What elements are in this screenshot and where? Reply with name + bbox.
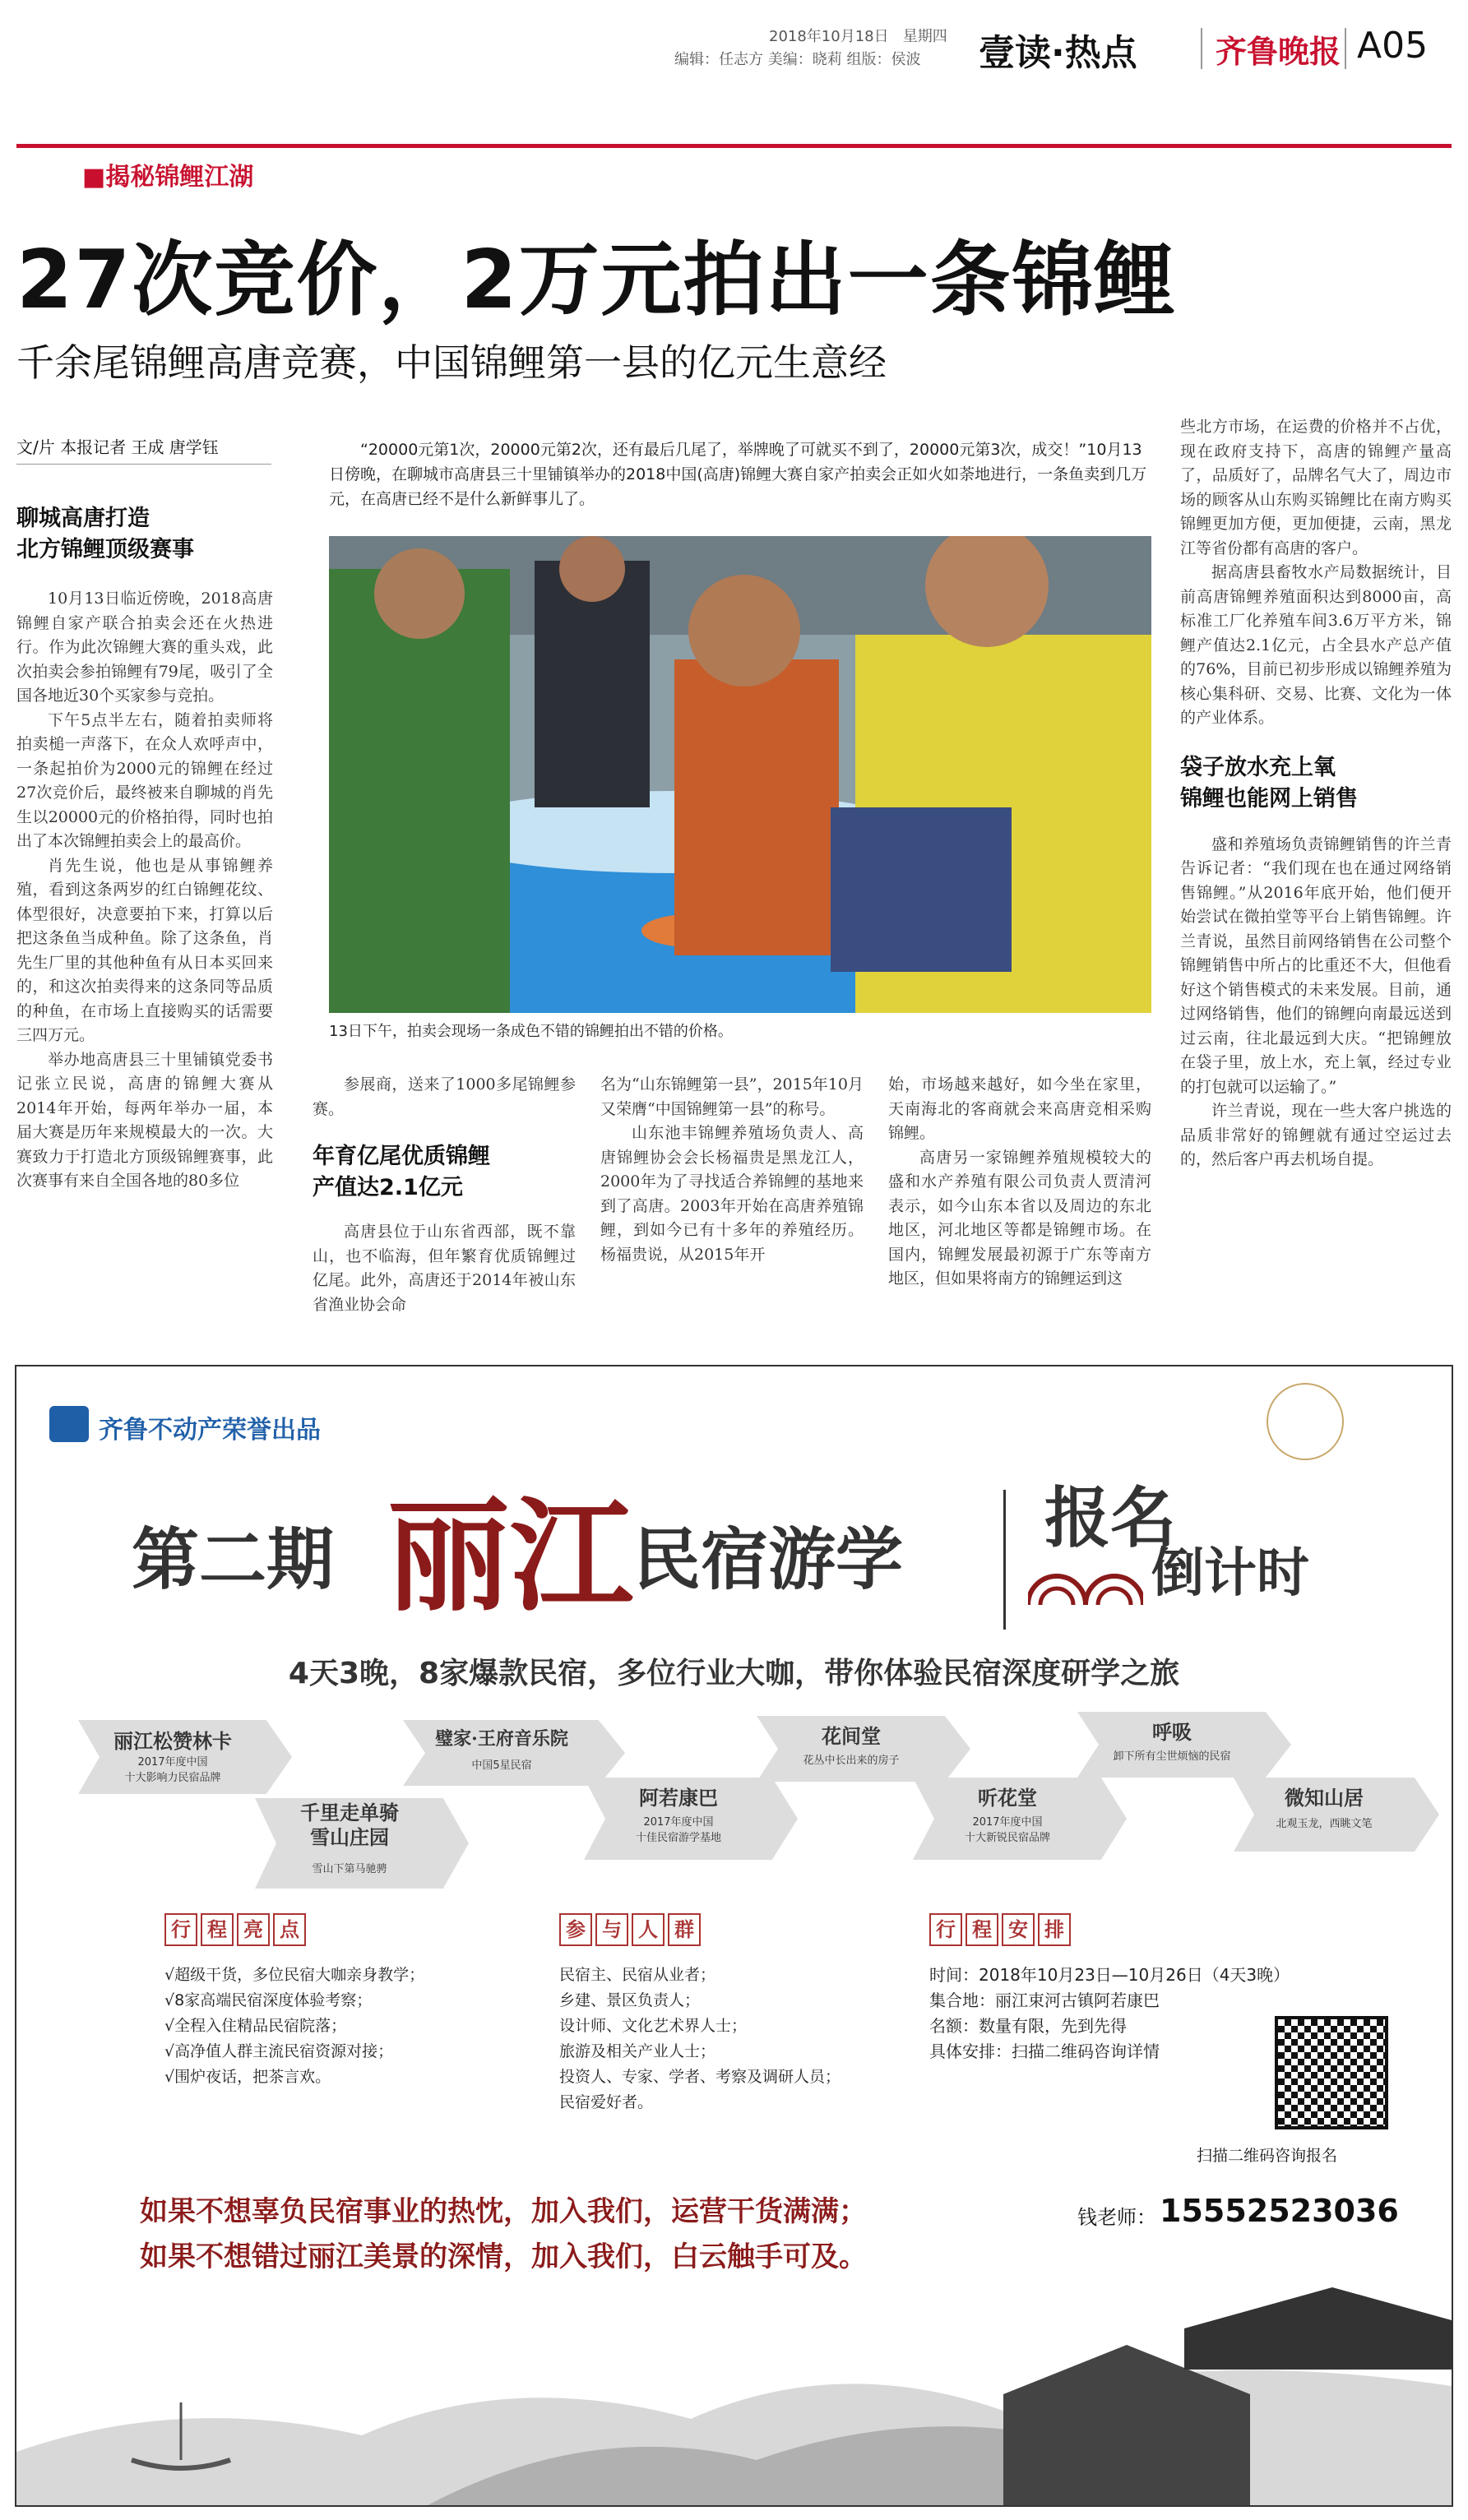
homestay-desc: 2017年度中国 十大新锐民宿品牌 <box>964 1816 1050 1844</box>
koi-auction-photo <box>329 536 1151 1013</box>
section-title-highlights <box>164 1913 306 1946</box>
title-divider <box>1003 1490 1006 1630</box>
list-item: 旅游及相关产业人士； <box>559 2042 716 2060</box>
paragraph: 肖先生说，他也是从事锦鲤养殖，看到这条两岁的红白锦鲤花纹、体型很好，决意要拍下来，打算以后把这条鱼当成种鱼。除了这条鱼，肖先生厂里的其他种鱼有从日本买回来的，和这次拍卖得来的这条同等品质的种鱼，在市场上直接购买的话需要三四万元。 <box>16 856 273 1044</box>
ad-title-lijiang: 丽江 <box>387 1484 634 1629</box>
countdown-label: 报名 <box>1044 1479 1176 1556</box>
paragraph: 举办地高唐县三十里铺镇党委书记张立民说，高唐的锦鲤大赛从2014年开始，每两年举办一届，本届大赛是历年来规模最大的一次。大赛致力于打造北方顶级锦鲤赛事，此次赛事有来自全国各地的80多位 <box>16 1050 273 1190</box>
list-item: √围炉夜话，把茶言欢。 <box>164 2068 331 2086</box>
section-title-audience <box>559 1913 701 1946</box>
paragraph: 高唐另一家锦鲤养殖规模较大的盛和水产养殖有限公司负责人贾清河表示，如今山东本省以及周边的东北地区，河北地区等都是锦鲤市场。在国内，锦鲤发展最初源于广东等南方地区，但如果将南方的锦鲤运到这 <box>888 1148 1151 1288</box>
brand-name: 齐鲁不动产荣誉出品 <box>99 1416 321 1445</box>
list-item: 民宿爱好者。 <box>559 2093 654 2111</box>
title-char: 行 <box>929 1913 962 1946</box>
paragraph: 盛和养殖场负责锦鲤销售的许兰青告诉记者：“我们现在也在通过网络销售锦鲤。”从2016年底开始，他们便开始尝试在微拍堂等平台上销售锦鲤。许兰青说，虽然目前网络销售在公司整个锦鲤销售中所占的比重还不大，但他看好这个销售模式的未来发展。目前，通过网络销售，他们的锦鲤向南最远送到过云南，往北最远到大庆。“把锦鲤放在袋子里，放上水，充上氧，经过专业的打包就可以运输了。” <box>1180 835 1452 1096</box>
slogan-1: 如果不想辜负民宿事业的热忱，加入我们，运营干货满满； <box>140 2195 867 2228</box>
homestay-name: 璧家·王府音乐院 <box>435 1728 568 1750</box>
paragraph: 些北方市场，在运费的价格并不占优，现在政府支持下，高唐的锦鲤产量高了，品质好了，品牌名气大了，周边市场的顾客从山东购买锦鲤比在南方购买锦鲤更加方便，更加便捷，云南，黑龙江等省份都有高唐的客户。 <box>1180 418 1452 557</box>
photo-illustration <box>329 536 1151 1013</box>
wave-icon <box>1028 1547 1143 1605</box>
title-char: 程 <box>966 1913 998 1946</box>
homestay-desc: 北观玉龙，西眺文笔 <box>1276 1818 1373 1830</box>
headline: 27次竞价，2万元拍出一条锦鲤 <box>16 234 1177 327</box>
title-char: 排 <box>1038 1913 1071 1946</box>
landscape-illustration <box>16 2271 1452 2505</box>
page-number: A05 <box>1357 25 1429 67</box>
title-char: 参 <box>559 1913 592 1946</box>
header-divider <box>1201 28 1202 69</box>
highlights-list <box>164 1963 543 2090</box>
advertisement <box>15 1365 1453 2507</box>
qr-caption: 扫描二维码咨询报名 <box>1197 2147 1338 2165</box>
homestay-desc: 中国5星民宿 <box>471 1759 532 1772</box>
byline-rule <box>16 464 271 465</box>
homestay-desc: 2017年度中国 十大影响力民宿品牌 <box>124 1756 221 1784</box>
list-item: √超级干货，多位民宿大咖亲身教学； <box>164 1966 425 1984</box>
homestay-name: 微知山居 <box>1285 1786 1364 1810</box>
header-divider-2 <box>1345 28 1346 69</box>
homestay-name: 呼吸 <box>1152 1720 1192 1744</box>
subheadline: 千余尾锦鲤高唐竞赛，中国锦鲤第一县的亿元生意经 <box>16 340 887 385</box>
header-rule <box>16 144 1452 148</box>
homestay-desc: 卸下所有尘世烦恼的民宿 <box>1113 1750 1231 1763</box>
paragraph: 山东池丰锦鲤养殖场负责人、高唐锦鲤协会会长杨福贵是黑龙江人，2000年为了寻找适合养锦鲤的基地来到了高唐。2003年开始在高唐养殖锦鲤，到如今已有十多年的养殖经历。杨福贵说，从2015年开 <box>600 1124 864 1264</box>
qr-code[interactable] <box>1275 2016 1388 2129</box>
subhead-2: 年育亿尾优质锦鲤 产值达2.1亿元 <box>313 1144 490 1200</box>
homestay-desc: 花丛中长出来的房子 <box>803 1755 900 1767</box>
list-item: 时间：2018年10月23日—10月26日（4天3晚） <box>929 1965 1290 1985</box>
ad-title-suffix: 民宿游学 <box>633 1520 904 1599</box>
homestay-name: 千里走单骑 雪山庄园 <box>300 1801 399 1849</box>
paragraph: 10月13日临近傍晚，2018高唐锦鲤自家产联合拍卖会还在火热进行。作为此次锦鲤大赛的重头戏，此次拍卖会参拍锦鲤有79尾，吸引了全国各地近30个买家参与竞拍。 <box>16 590 273 705</box>
paragraph: 始，市场越来越好，如今坐在家里，天南海北的客商就会来高唐竞相采购锦鲤。 <box>888 1075 1151 1142</box>
title-char: 安 <box>1002 1913 1035 1946</box>
homestay-name: 花间堂 <box>822 1724 881 1748</box>
column-tag: ■揭秘锦鲤江湖 <box>82 163 254 192</box>
audience-list <box>559 1963 938 2115</box>
section-name: 壹读·热点 <box>979 32 1137 74</box>
homestay-desc: 雪山下第马驰骋 <box>312 1863 387 1875</box>
title-char: 行 <box>164 1913 197 1946</box>
subhead-1: 聊城高唐打造 北方锦鲤顶级赛事 <box>16 506 194 562</box>
list-item: 民宿主、民宿从业者； <box>559 1966 716 1984</box>
schedule-list <box>929 1963 1324 2065</box>
ad-tagline: 4天3晚，8家爆款民宿，多位行业大咖，带你体验民宿深度研学之旅 <box>288 1657 1180 1690</box>
sun-circle <box>1267 1383 1344 1460</box>
list-item: √全程入住精品民宿院落； <box>164 2017 347 2035</box>
paragraph: 许兰青说，现在一些大客户挑选的品质非常好的锦鲤就有通过空运过去的，然后客户再去机场自提。 <box>1180 1102 1452 1168</box>
list-item: 集合地：丽江束河古镇阿若康巴 <box>929 1991 1160 2010</box>
paragraph: 下午5点半左右，随着拍卖师将拍卖槌一声落下，在众人欢呼声中，一条起拍价为2000元的锦鲤在经过27次竞价后，最终被来自聊城的肖先生以20000元的价格拍得，同时也拍出了本次锦鲤拍卖会上的最高价。 <box>16 710 273 850</box>
title-char: 人 <box>632 1913 665 1946</box>
issue-date: 2018年10月18日 星期四 <box>769 28 947 45</box>
homestay-desc: 2017年度中国 十佳民宿游学基地 <box>635 1816 721 1844</box>
list-item: 具体安排：扫描二维码咨询详情 <box>929 2041 1160 2061</box>
byline: 文/片 本报记者 王成 唐学钰 <box>16 437 219 457</box>
list-item: 投资人、专家、学者、考察及调研人员； <box>559 2068 841 2086</box>
slogan-2: 如果不想错过丽江美景的深情，加入我们，白云触手可及。 <box>140 2240 867 2273</box>
ad-title-prefix: 第二期 <box>132 1520 335 1599</box>
title-char: 亮 <box>237 1913 270 1946</box>
countdown-sublabel: 倒计时 <box>1151 1542 1309 1604</box>
subhead-3: 袋子放水充上氧 锦鲤也能网上销售 <box>1180 754 1358 811</box>
lead-paragraph: “20000元第1次，20000元第2次，还有最后几尾了，举牌晚了可就买不到了，20000元第3次，成交！”10月13日傍晚，在聊城市高唐县三十里铺镇举办的2018中国(高唐)锦鲤大赛自家产拍卖会正如火如荼地进行，一条鱼卖到几万元，在高唐已经不是什么新鲜事儿了。 <box>329 441 1147 508</box>
editors-line: 编辑：任志方 美编：晓莉 组版：侯波 <box>674 51 921 68</box>
brand-logo-icon <box>49 1406 89 1442</box>
title-char: 点 <box>273 1913 306 1946</box>
section-title-schedule <box>929 1913 1071 1946</box>
phone-number[interactable]: 15552523036 <box>1160 2193 1399 2229</box>
title-char: 与 <box>595 1913 628 1946</box>
title-char: 群 <box>668 1913 701 1946</box>
homestay-name: 听花堂 <box>978 1786 1037 1810</box>
list-item: √8家高端民宿深度体验考察； <box>164 1991 373 2009</box>
homestay-name: 丽江松赞林卡 <box>113 1729 232 1753</box>
paper-logo: 齐鲁晚报 <box>1216 33 1341 70</box>
photo-caption: 13日下午，拍卖会现场一条成色不错的锦鲤拍出不错的价格。 <box>329 1023 733 1040</box>
list-item: √高净值人群主流民宿资源对接； <box>164 2042 394 2060</box>
list-item: 设计师、文化艺术界人士； <box>559 2017 748 2035</box>
list-item: 乡建、景区负责人； <box>559 1991 701 2009</box>
list-item: 名额：数量有限，先到先得 <box>929 2016 1127 2036</box>
paragraph: 名为“山东锦鲤第一县”，2015年10月又荣膺“中国锦鲤第一县”的称号。 <box>600 1075 864 1118</box>
paragraph: 高唐县位于山东省西部，既不靠山，也不临海，但年繁育优质锦鲤过亿尾。此外，高唐还于2014年被山东省渔业协会命 <box>313 1223 576 1314</box>
contact-label: 钱老师： <box>1077 2206 1156 2229</box>
homestay-name: 阿若康巴 <box>639 1786 718 1810</box>
paragraph: 据高唐县畜牧水产局数据统计，目前高唐锦鲤养殖面积达到8000亩，高标准工厂化养殖车间3.6万平方米，锦鲤产值达2.1亿元，占全县水产总产值的76%，目前已初步形成以锦鲤养殖为核心集科研、交易、比赛、文化为一体的产业体系。 <box>1180 563 1452 727</box>
title-char: 程 <box>201 1913 234 1946</box>
paragraph: 参展商，送来了1000多尾锦鲤参赛。 <box>313 1075 576 1118</box>
